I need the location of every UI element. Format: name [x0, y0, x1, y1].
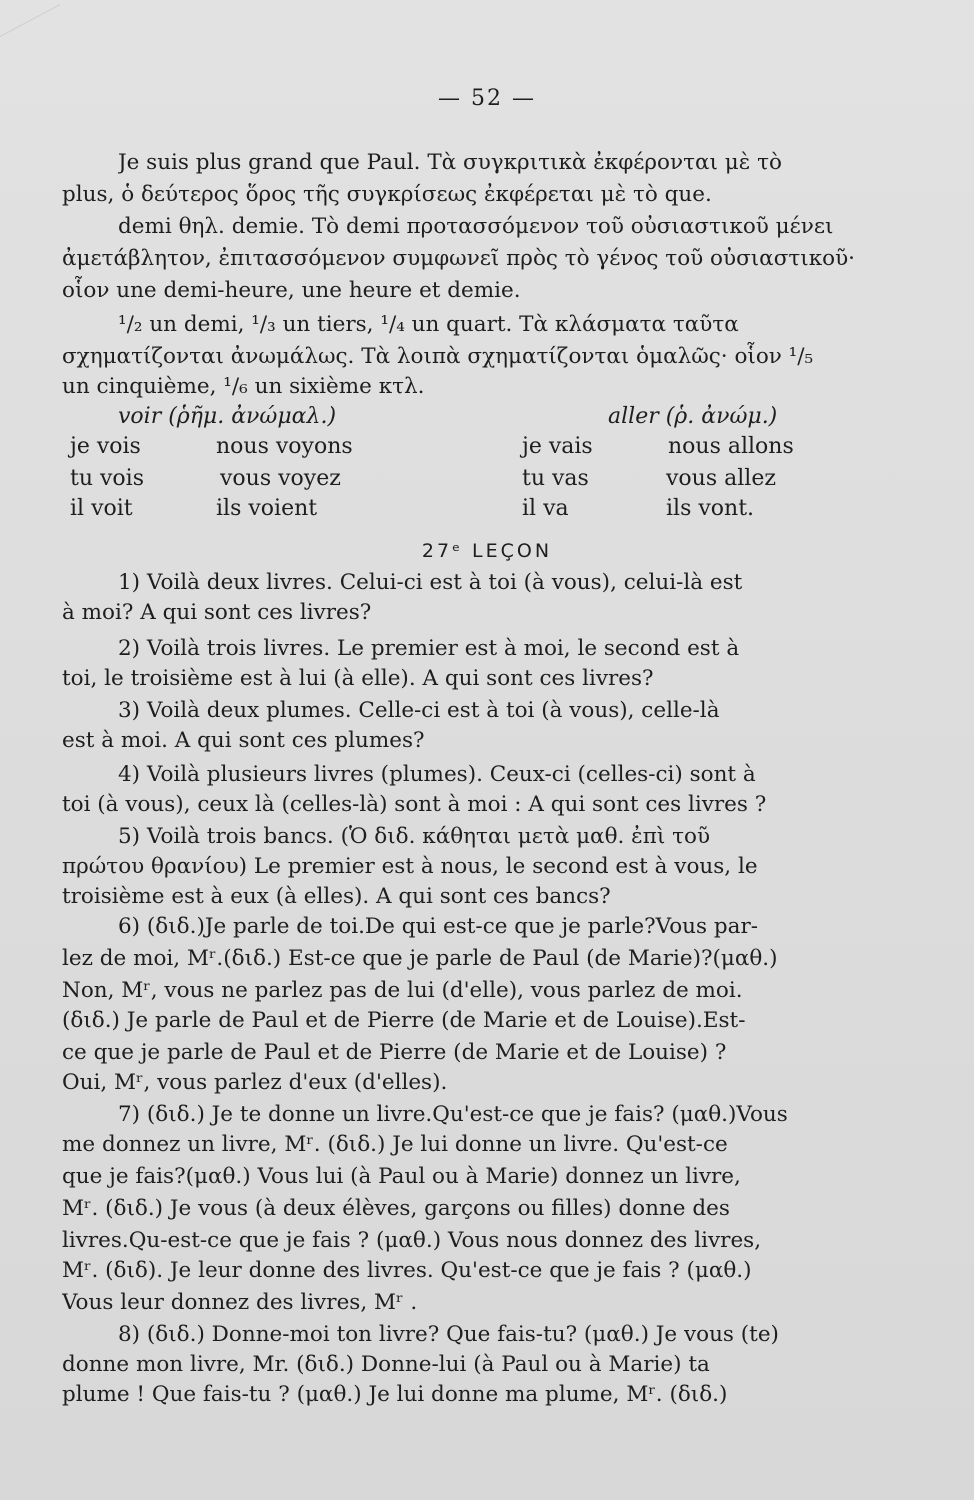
voir-header: voir (ῥῆμ. ἀνώμαλ.): [118, 404, 337, 429]
conjugation-cell: vous allez: [666, 466, 776, 491]
lesson-line: ce que je parle de Paul et de Pierre (de Marie et de Louise) ?: [62, 1040, 727, 1065]
lesson-line: est à moi. A qui sont ces plumes?: [62, 728, 425, 753]
page-corner-fold: [0, 0, 60, 37]
lesson-line: que je fais?(μαθ.) Vous lui (à Paul ou à Marie) donnez un livre,: [62, 1164, 741, 1189]
lesson-line: 8) (διδ.) Donne-moi ton livre? Que fais-tu? (μαθ.) Je vous (te): [118, 1322, 779, 1347]
conjugation-cell: nous voyons: [216, 434, 353, 459]
lesson-line: (διδ.) Je parle de Paul et de Pierre (de Marie et de Louise).Est-: [62, 1008, 746, 1033]
conjugation-cell: il voit: [70, 496, 133, 521]
intro-line: οἷον une demi-heure, une heure et demie.: [62, 278, 521, 303]
lesson-line: 6) (διδ.)Je parle de toi.De qui est-ce que je parle?Vous par-: [118, 914, 759, 939]
conjugation-cell: vous voyez: [220, 466, 341, 491]
aller-header: aller (ῥ. ἀνώμ.): [608, 404, 778, 429]
lesson-line: Mʳ. (διδ.) Je vous (à deux élèves, garçons ou filles) donne des: [62, 1196, 730, 1221]
intro-line: plus, ὁ δεύτερος ὅρος τῆς συγκρίσεως ἐκφέρεται μὲ τὸ que.: [62, 182, 712, 207]
conjugation-cell: il va: [522, 496, 569, 521]
lesson-line: 7) (διδ.) Je te donne un livre.Qu'est-ce que je fais? (μαθ.)Vous: [118, 1102, 788, 1127]
conjugation-cell: nous allons: [668, 434, 794, 459]
lesson-line: plume ! Que fais-tu ? (μαθ.) Je lui donne ma plume, Mʳ. (διδ.): [62, 1382, 728, 1407]
intro-line: demi θηλ. demie. Τὸ demi προτασσόμενον τοῦ οὐσιαστικοῦ μένει: [118, 214, 834, 239]
intro-line: ἀμετάβλητον, ἐπιτασσόμενον συμφωνεῖ πρὸς τὸ γένος τοῦ οὐσιαστικοῦ·: [62, 246, 855, 271]
lesson-line: Vous leur donnez des livres, Mʳ .: [62, 1290, 418, 1315]
lesson-line: 4) Voilà plusieurs livres (plumes). Ceux-ci (celles-ci) sont à: [118, 762, 756, 787]
lesson-title: 27ᵉ LEÇON: [421, 540, 553, 562]
conjugation-cell: je vais: [522, 434, 593, 459]
lesson-line: me donnez un livre, Mʳ. (διδ.) Je lui donne un livre. Qu'est-ce: [62, 1132, 728, 1157]
intro-line: un cinquième, ¹/₆ un sixième κτλ.: [62, 374, 425, 399]
lesson-line: toi (à vous), ceux là (celles-là) sont à moi : A qui sont ces livres ?: [62, 792, 767, 817]
conjugation-cell: je vois: [70, 434, 141, 459]
lesson-line: Oui, Mʳ, vous parlez d'eux (d'elles).: [62, 1070, 448, 1095]
intro-line: σχηματίζονται ἀνωμάλως. Τὰ λοιπὰ σχηματίζονται ὁμαλῶς· οἷον ¹/₅: [62, 344, 814, 369]
lesson-line: toi, le troisième est à lui (à elle). A qui sont ces livres?: [62, 666, 654, 691]
lesson-line: 5) Voilà trois bancs. (Ὁ διδ. κάθηται μετὰ μαθ. ἐπὶ τοῦ: [118, 824, 711, 849]
intro-line: Je suis plus grand que Paul. Τὰ συγκριτικὰ ἐκφέρονται μὲ τὸ: [118, 150, 782, 175]
conjugation-cell: ils vont.: [666, 496, 755, 521]
conjugation-cell: ils voient: [216, 496, 318, 521]
lesson-line: πρώτου θρανίου) Le premier est à nous, le second est à vous, le: [62, 854, 758, 879]
lesson-line: donne mon livre, Mr. (διδ.) Donne-lui (à Paul ou à Marie) ta: [62, 1352, 710, 1377]
lesson-line: à moi? A qui sont ces livres?: [62, 600, 372, 625]
lesson-line: troisième est à eux (à elles). A qui sont ces bancs?: [62, 884, 611, 909]
lesson-line: 3) Voilà deux plumes. Celle-ci est à toi (à vous), celle-là: [118, 698, 720, 723]
lesson-line: 1) Voilà deux livres. Celui-ci est à toi (à vous), celui-là est: [118, 570, 743, 595]
lesson-line: lez de moi, Mʳ.(διδ.) Est-ce que je parle de Paul (de Marie)?(μαθ.): [62, 946, 778, 971]
lesson-line: Non, Mʳ, vous ne parlez pas de lui (d'elle), vous parlez de moi.: [62, 978, 743, 1003]
lesson-line: Mʳ. (διδ). Je leur donne des livres. Qu'est-ce que je fais ? (μαθ.): [62, 1258, 752, 1283]
lesson-line: 2) Voilà trois livres. Le premier est à moi, le second est à: [118, 636, 740, 661]
page-number: — 52 —: [438, 86, 536, 111]
conjugation-cell: tu vas: [522, 466, 589, 491]
lesson-line: livres.Qu-est-ce que je fais ? (μαθ.) Vous nous donnez des livres,: [62, 1228, 762, 1253]
intro-line: ¹/₂ un demi, ¹/₃ un tiers, ¹/₄ un quart. Τὰ κλάσματα ταῦτα: [118, 312, 739, 337]
conjugation-cell: tu vois: [70, 466, 145, 491]
